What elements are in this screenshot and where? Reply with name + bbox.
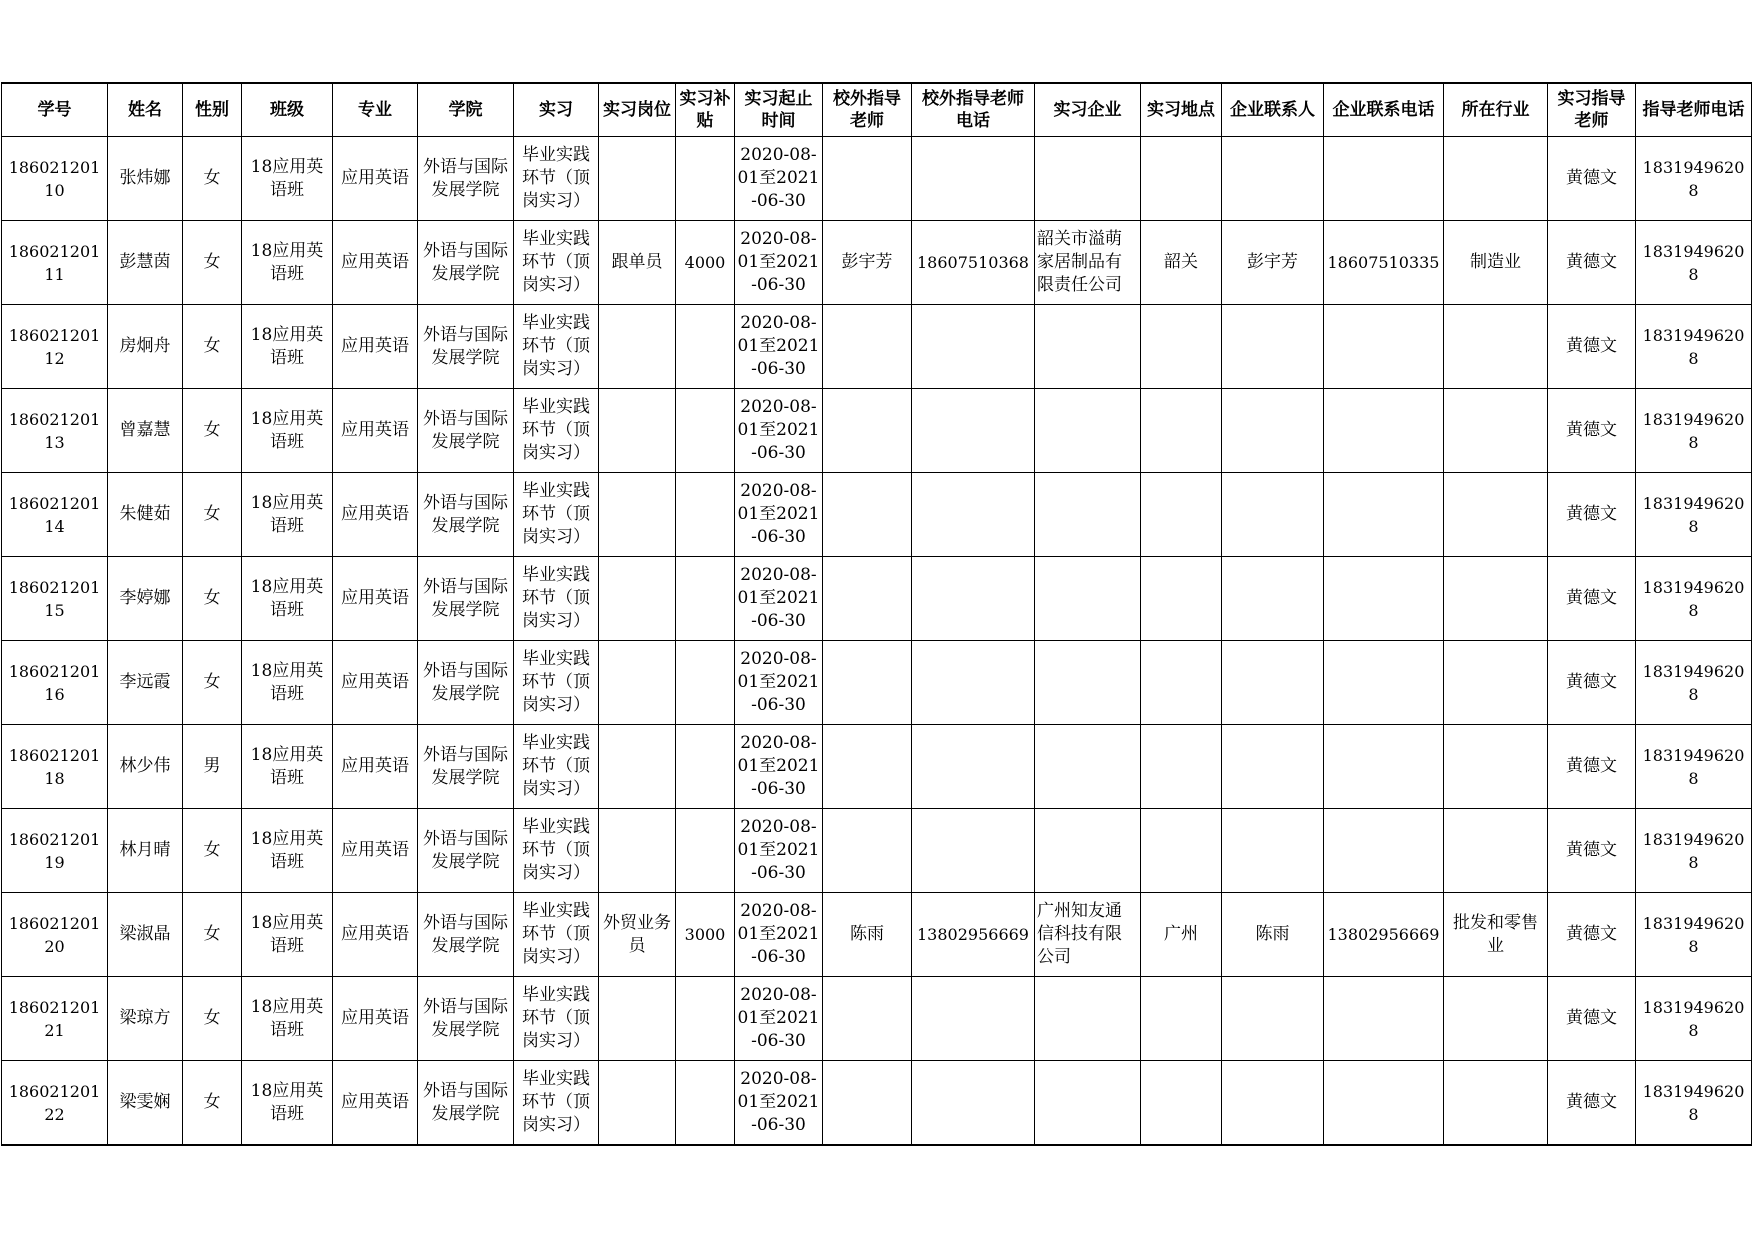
cell-class: 18应用英语班	[242, 221, 333, 305]
cell-subsidy: 4000	[676, 221, 735, 305]
cell-college: 外语与国际发展学院	[418, 305, 514, 389]
cell-major: 应用英语	[333, 809, 418, 893]
cell-company	[1035, 137, 1141, 221]
cell-period	[735, 557, 823, 641]
cell-subsidy	[676, 977, 735, 1061]
cell-tutor-phone: 18319496208	[1636, 305, 1752, 389]
cell-period	[735, 893, 823, 977]
cell-position	[599, 809, 676, 893]
cell-major: 应用英语	[333, 221, 418, 305]
cell-student-id: 18602120113	[2, 389, 108, 473]
header-external-tutor-phone: 校外指导老师电话	[912, 83, 1035, 137]
header-period: 实习起止时间	[735, 83, 823, 137]
cell-gender: 女	[183, 977, 242, 1061]
cell-major: 应用英语	[333, 641, 418, 725]
cell-external-tutor-phone	[912, 137, 1035, 221]
cell-major: 应用英语	[333, 977, 418, 1061]
cell-external-tutor	[823, 557, 912, 641]
cell-college: 外语与国际发展学院	[418, 725, 514, 809]
cell-position	[599, 305, 676, 389]
cell-college: 外语与国际发展学院	[418, 893, 514, 977]
cell-class: 18应用英语班	[242, 809, 333, 893]
header-company-contact: 企业联系人	[1222, 83, 1324, 137]
header-gender: 性别	[183, 83, 242, 137]
cell-tutor: 黄德文	[1548, 977, 1636, 1061]
table-row	[2, 1061, 1752, 1146]
cell-company-phone	[1324, 137, 1444, 221]
cell-period	[735, 389, 823, 473]
cell-period-text: 2020-08-01至2021-06-30	[737, 733, 820, 799]
cell-period	[735, 473, 823, 557]
cell-external-tutor: 陈雨	[823, 893, 912, 977]
cell-class: 18应用英语班	[242, 1061, 333, 1146]
cell-external-tutor-phone: 18607510368	[912, 221, 1035, 305]
cell-name: 彭慧茵	[108, 221, 183, 305]
cell-external-tutor	[823, 389, 912, 473]
header-tutor: 实习指导老师	[1548, 83, 1636, 137]
cell-tutor: 黄德文	[1548, 557, 1636, 641]
cell-student-id: 18602120115	[2, 557, 108, 641]
cell-location	[1141, 977, 1222, 1061]
cell-company	[1035, 473, 1141, 557]
cell-name: 李婷娜	[108, 557, 183, 641]
cell-gender: 男	[183, 725, 242, 809]
cell-industry	[1444, 389, 1548, 473]
header-industry: 所在行业	[1444, 83, 1548, 137]
cell-class: 18应用英语班	[242, 389, 333, 473]
cell-external-tutor	[823, 977, 912, 1061]
cell-position	[599, 473, 676, 557]
cell-tutor: 黄德文	[1548, 641, 1636, 725]
cell-company: 韶关市溢萌家居制品有限责任公司	[1035, 221, 1141, 305]
cell-period-text: 2020-08-01至2021-06-30	[737, 985, 820, 1051]
cell-location	[1141, 305, 1222, 389]
cell-period-text: 2020-08-01至2021-06-30	[737, 229, 820, 295]
cell-location	[1141, 473, 1222, 557]
cell-company-phone	[1324, 641, 1444, 725]
cell-period	[735, 137, 823, 221]
table-row	[2, 137, 1752, 221]
cell-class: 18应用英语班	[242, 893, 333, 977]
cell-class: 18应用英语班	[242, 473, 333, 557]
cell-college: 外语与国际发展学院	[418, 1061, 514, 1146]
cell-location: 广州	[1141, 893, 1222, 977]
cell-student-id: 18602120119	[2, 809, 108, 893]
cell-company-phone	[1324, 977, 1444, 1061]
cell-external-tutor	[823, 725, 912, 809]
cell-period-text: 2020-08-01至2021-06-30	[737, 397, 820, 463]
cell-location	[1141, 725, 1222, 809]
cell-external-tutor-phone	[912, 557, 1035, 641]
cell-internship: 毕业实践环节（顶岗实习）	[514, 305, 599, 389]
cell-company-contact	[1222, 473, 1324, 557]
cell-company	[1035, 641, 1141, 725]
cell-company-contact	[1222, 725, 1324, 809]
cell-position	[599, 725, 676, 809]
cell-industry	[1444, 641, 1548, 725]
cell-gender: 女	[183, 221, 242, 305]
cell-external-tutor	[823, 137, 912, 221]
cell-college: 外语与国际发展学院	[418, 137, 514, 221]
cell-external-tutor	[823, 473, 912, 557]
cell-subsidy	[676, 389, 735, 473]
cell-tutor-phone: 18319496208	[1636, 809, 1752, 893]
cell-tutor: 黄德文	[1548, 809, 1636, 893]
cell-tutor: 黄德文	[1548, 1061, 1636, 1146]
cell-industry	[1444, 725, 1548, 809]
cell-period	[735, 1061, 823, 1146]
header-student-id: 学号	[2, 83, 108, 137]
cell-company	[1035, 1061, 1141, 1146]
table-row	[2, 221, 1752, 305]
cell-subsidy	[676, 557, 735, 641]
cell-position	[599, 641, 676, 725]
cell-college: 外语与国际发展学院	[418, 221, 514, 305]
cell-period	[735, 725, 823, 809]
cell-industry: 制造业	[1444, 221, 1548, 305]
cell-industry	[1444, 305, 1548, 389]
cell-location	[1141, 1061, 1222, 1146]
cell-class: 18应用英语班	[242, 137, 333, 221]
cell-student-id: 18602120121	[2, 977, 108, 1061]
cell-location	[1141, 641, 1222, 725]
cell-class: 18应用英语班	[242, 977, 333, 1061]
cell-period	[735, 305, 823, 389]
cell-student-id: 18602120120	[2, 893, 108, 977]
cell-period-text: 2020-08-01至2021-06-30	[737, 1069, 820, 1135]
cell-company	[1035, 389, 1141, 473]
header-position: 实习岗位	[599, 83, 676, 137]
cell-subsidy	[676, 809, 735, 893]
internship-table	[1, 82, 1752, 1146]
cell-tutor-phone: 18319496208	[1636, 473, 1752, 557]
cell-name: 房炯舟	[108, 305, 183, 389]
cell-internship: 毕业实践环节（顶岗实习）	[514, 137, 599, 221]
cell-period-text: 2020-08-01至2021-06-30	[737, 145, 820, 211]
cell-company-contact	[1222, 389, 1324, 473]
cell-industry	[1444, 137, 1548, 221]
cell-tutor-phone: 18319496208	[1636, 641, 1752, 725]
cell-external-tutor-phone	[912, 641, 1035, 725]
cell-company-contact	[1222, 641, 1324, 725]
cell-external-tutor-phone	[912, 305, 1035, 389]
cell-name: 林月晴	[108, 809, 183, 893]
cell-external-tutor-phone	[912, 977, 1035, 1061]
cell-external-tutor	[823, 809, 912, 893]
cell-subsidy	[676, 641, 735, 725]
cell-tutor-phone: 18319496208	[1636, 977, 1752, 1061]
cell-external-tutor	[823, 305, 912, 389]
cell-class: 18应用英语班	[242, 557, 333, 641]
cell-period	[735, 809, 823, 893]
cell-company	[1035, 809, 1141, 893]
cell-subsidy	[676, 137, 735, 221]
cell-student-id: 18602120116	[2, 641, 108, 725]
table-row	[2, 305, 1752, 389]
cell-company-phone: 13802956669	[1324, 893, 1444, 977]
table-row	[2, 641, 1752, 725]
cell-student-id: 18602120110	[2, 137, 108, 221]
cell-subsidy	[676, 725, 735, 809]
cell-college: 外语与国际发展学院	[418, 557, 514, 641]
cell-company	[1035, 977, 1141, 1061]
cell-gender: 女	[183, 1061, 242, 1146]
cell-internship: 毕业实践环节（顶岗实习）	[514, 977, 599, 1061]
cell-company-phone	[1324, 305, 1444, 389]
cell-industry	[1444, 1061, 1548, 1146]
cell-internship: 毕业实践环节（顶岗实习）	[514, 557, 599, 641]
cell-company-contact	[1222, 137, 1324, 221]
cell-position	[599, 1061, 676, 1146]
header-class: 班级	[242, 83, 333, 137]
header-name: 姓名	[108, 83, 183, 137]
cell-industry	[1444, 557, 1548, 641]
header-row	[2, 83, 1752, 137]
cell-gender: 女	[183, 893, 242, 977]
cell-location: 韶关	[1141, 221, 1222, 305]
cell-company-contact	[1222, 557, 1324, 641]
cell-position	[599, 137, 676, 221]
cell-internship: 毕业实践环节（顶岗实习）	[514, 641, 599, 725]
cell-tutor: 黄德文	[1548, 473, 1636, 557]
cell-period-text: 2020-08-01至2021-06-30	[737, 313, 820, 379]
cell-tutor: 黄德文	[1548, 305, 1636, 389]
cell-company-phone	[1324, 557, 1444, 641]
cell-company-contact	[1222, 809, 1324, 893]
cell-tutor-phone: 18319496208	[1636, 893, 1752, 977]
cell-subsidy	[676, 305, 735, 389]
cell-college: 外语与国际发展学院	[418, 977, 514, 1061]
cell-location	[1141, 389, 1222, 473]
cell-tutor: 黄德文	[1548, 137, 1636, 221]
cell-industry	[1444, 473, 1548, 557]
cell-company: 广州知友通信科技有限公司	[1035, 893, 1141, 977]
cell-gender: 女	[183, 641, 242, 725]
cell-gender: 女	[183, 557, 242, 641]
cell-period-text: 2020-08-01至2021-06-30	[737, 817, 820, 883]
cell-internship: 毕业实践环节（顶岗实习）	[514, 1061, 599, 1146]
cell-major: 应用英语	[333, 389, 418, 473]
header-location: 实习地点	[1141, 83, 1222, 137]
cell-major: 应用英语	[333, 137, 418, 221]
cell-period-text: 2020-08-01至2021-06-30	[737, 481, 820, 547]
cell-industry	[1444, 977, 1548, 1061]
cell-external-tutor	[823, 641, 912, 725]
cell-college: 外语与国际发展学院	[418, 389, 514, 473]
cell-name: 朱健茹	[108, 473, 183, 557]
cell-company-phone	[1324, 725, 1444, 809]
cell-gender: 女	[183, 809, 242, 893]
cell-position	[599, 389, 676, 473]
header-subsidy: 实习补贴	[676, 83, 735, 137]
cell-tutor-phone: 18319496208	[1636, 221, 1752, 305]
cell-external-tutor-phone	[912, 725, 1035, 809]
cell-subsidy: 3000	[676, 893, 735, 977]
cell-period	[735, 977, 823, 1061]
cell-internship: 毕业实践环节（顶岗实习）	[514, 893, 599, 977]
cell-major: 应用英语	[333, 557, 418, 641]
header-company-phone: 企业联系电话	[1324, 83, 1444, 137]
cell-company-phone	[1324, 389, 1444, 473]
cell-gender: 女	[183, 305, 242, 389]
header-tutor-phone: 指导老师电话	[1636, 83, 1752, 137]
cell-major: 应用英语	[333, 473, 418, 557]
cell-student-id: 18602120114	[2, 473, 108, 557]
cell-subsidy	[676, 473, 735, 557]
cell-major: 应用英语	[333, 893, 418, 977]
cell-name: 梁淑晶	[108, 893, 183, 977]
cell-company-phone	[1324, 473, 1444, 557]
cell-student-id: 18602120122	[2, 1061, 108, 1146]
cell-tutor: 黄德文	[1548, 221, 1636, 305]
cell-major: 应用英语	[333, 1061, 418, 1146]
cell-subsidy	[676, 1061, 735, 1146]
header-company: 实习企业	[1035, 83, 1141, 137]
table-row	[2, 725, 1752, 809]
table-row	[2, 557, 1752, 641]
cell-tutor-phone: 18319496208	[1636, 1061, 1752, 1146]
table-row	[2, 893, 1752, 977]
cell-name: 张炜娜	[108, 137, 183, 221]
cell-name: 曾嘉慧	[108, 389, 183, 473]
cell-period-text: 2020-08-01至2021-06-30	[737, 901, 820, 967]
cell-class: 18应用英语班	[242, 725, 333, 809]
cell-external-tutor-phone	[912, 1061, 1035, 1146]
cell-position: 外贸业务员	[599, 893, 676, 977]
cell-external-tutor-phone	[912, 809, 1035, 893]
cell-period	[735, 641, 823, 725]
cell-company-phone	[1324, 1061, 1444, 1146]
table-row	[2, 977, 1752, 1061]
cell-college: 外语与国际发展学院	[418, 641, 514, 725]
cell-period-text: 2020-08-01至2021-06-30	[737, 565, 820, 631]
cell-external-tutor: 彭宇芳	[823, 221, 912, 305]
cell-tutor: 黄德文	[1548, 725, 1636, 809]
cell-position: 跟单员	[599, 221, 676, 305]
cell-gender: 女	[183, 389, 242, 473]
cell-company-phone: 18607510335	[1324, 221, 1444, 305]
header-external-tutor: 校外指导老师	[823, 83, 912, 137]
cell-college: 外语与国际发展学院	[418, 809, 514, 893]
cell-internship: 毕业实践环节（顶岗实习）	[514, 809, 599, 893]
header-internship: 实习	[514, 83, 599, 137]
cell-class: 18应用英语班	[242, 641, 333, 725]
header-major: 专业	[333, 83, 418, 137]
table-row	[2, 389, 1752, 473]
cell-internship: 毕业实践环节（顶岗实习）	[514, 473, 599, 557]
cell-location	[1141, 137, 1222, 221]
cell-internship: 毕业实践环节（顶岗实习）	[514, 389, 599, 473]
cell-position	[599, 977, 676, 1061]
cell-class: 18应用英语班	[242, 305, 333, 389]
cell-location	[1141, 557, 1222, 641]
cell-external-tutor-phone	[912, 389, 1035, 473]
cell-industry	[1444, 809, 1548, 893]
header-college: 学院	[418, 83, 514, 137]
cell-name: 林少伟	[108, 725, 183, 809]
cell-student-id: 18602120112	[2, 305, 108, 389]
cell-company-contact	[1222, 305, 1324, 389]
cell-tutor-phone: 18319496208	[1636, 557, 1752, 641]
table-row	[2, 809, 1752, 893]
cell-company	[1035, 557, 1141, 641]
cell-internship: 毕业实践环节（顶岗实习）	[514, 725, 599, 809]
cell-company	[1035, 725, 1141, 809]
cell-name: 梁琼方	[108, 977, 183, 1061]
cell-tutor-phone: 18319496208	[1636, 137, 1752, 221]
cell-company-contact	[1222, 977, 1324, 1061]
cell-college: 外语与国际发展学院	[418, 473, 514, 557]
cell-name: 李远霞	[108, 641, 183, 725]
cell-company-contact	[1222, 1061, 1324, 1146]
cell-company	[1035, 305, 1141, 389]
cell-external-tutor-phone	[912, 473, 1035, 557]
cell-period-text: 2020-08-01至2021-06-30	[737, 649, 820, 715]
cell-location	[1141, 809, 1222, 893]
cell-tutor: 黄德文	[1548, 893, 1636, 977]
cell-external-tutor-phone: 13802956669	[912, 893, 1035, 977]
cell-tutor-phone: 18319496208	[1636, 389, 1752, 473]
cell-name: 梁雯娴	[108, 1061, 183, 1146]
cell-company-contact: 陈雨	[1222, 893, 1324, 977]
cell-gender: 女	[183, 473, 242, 557]
cell-student-id: 18602120118	[2, 725, 108, 809]
cell-student-id: 18602120111	[2, 221, 108, 305]
cell-major: 应用英语	[333, 725, 418, 809]
cell-external-tutor	[823, 1061, 912, 1146]
cell-major: 应用英语	[333, 305, 418, 389]
cell-tutor: 黄德文	[1548, 389, 1636, 473]
cell-gender: 女	[183, 137, 242, 221]
cell-internship: 毕业实践环节（顶岗实习）	[514, 221, 599, 305]
cell-company-contact: 彭宇芳	[1222, 221, 1324, 305]
cell-position	[599, 557, 676, 641]
cell-industry: 批发和零售业	[1444, 893, 1548, 977]
cell-period	[735, 221, 823, 305]
table-row	[2, 473, 1752, 557]
cell-company-phone	[1324, 809, 1444, 893]
cell-tutor-phone: 18319496208	[1636, 725, 1752, 809]
